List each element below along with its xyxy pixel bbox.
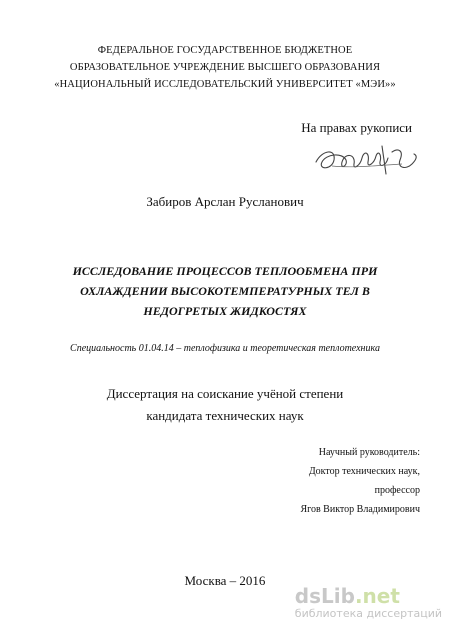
specialty-line: Специальность 01.04.14 – теплофизика и теоретическая теплотехника bbox=[70, 343, 380, 354]
advisor-degree: Доктор технических наук, bbox=[308, 466, 420, 477]
dslib-watermark bbox=[295, 585, 442, 620]
organization-line-1: ФЕДЕРАЛЬНОЕ ГОСУДАРСТВЕННОЕ БЮДЖЕТНОЕ bbox=[97, 45, 353, 56]
advisor-label: Научный руководитель: bbox=[318, 447, 420, 458]
organization-header bbox=[0, 42, 450, 93]
organization-line-2: ОБРАЗОВАТЕЛЬНОЕ УЧРЕЖДЕНИЕ ВЫСШЕГО ОБРАЗОВАНИЯ bbox=[69, 62, 381, 73]
author-name: Забиров Арслан Русланович bbox=[146, 194, 304, 209]
degree-statement bbox=[0, 383, 450, 427]
thesis-title-line-1: ИССЛЕДОВАНИЕ ПРОЦЕССОВ ТЕПЛООБМЕНА ПРИ bbox=[72, 264, 378, 278]
handwritten-signature bbox=[312, 140, 422, 180]
thesis-title-line-2: ОХЛАЖДЕНИИ ВЫСОКОТЕМПЕРАТУРНЫХ ТЕЛ В bbox=[80, 284, 370, 298]
scientific-advisor bbox=[300, 443, 420, 519]
thesis-title-line-3: НЕДОГРЕТЫХ ЖИДКОСТЯХ bbox=[143, 304, 307, 318]
degree-line-1: Диссертация на соискание учёной степени bbox=[106, 386, 344, 401]
city-year: Москва – 2016 bbox=[184, 573, 266, 588]
advisor-name: Ягов Виктор Владимирович bbox=[300, 504, 420, 515]
dslib-logo: dsLib.net bbox=[294, 584, 400, 608]
organization-line-3: «НАЦИОНАЛЬНЫЙ ИССЛЕДОВАТЕЛЬСКИЙ УНИВЕРСИТЕТ «МЭИ»» bbox=[54, 79, 396, 90]
dslib-subtitle: библиотека диссертаций bbox=[294, 607, 442, 620]
advisor-rank: профессор bbox=[374, 485, 420, 496]
degree-line-2: кандидата технических наук bbox=[146, 408, 304, 423]
thesis-title bbox=[0, 261, 450, 321]
manuscript-rights-label: На правах рукописи bbox=[301, 120, 412, 135]
